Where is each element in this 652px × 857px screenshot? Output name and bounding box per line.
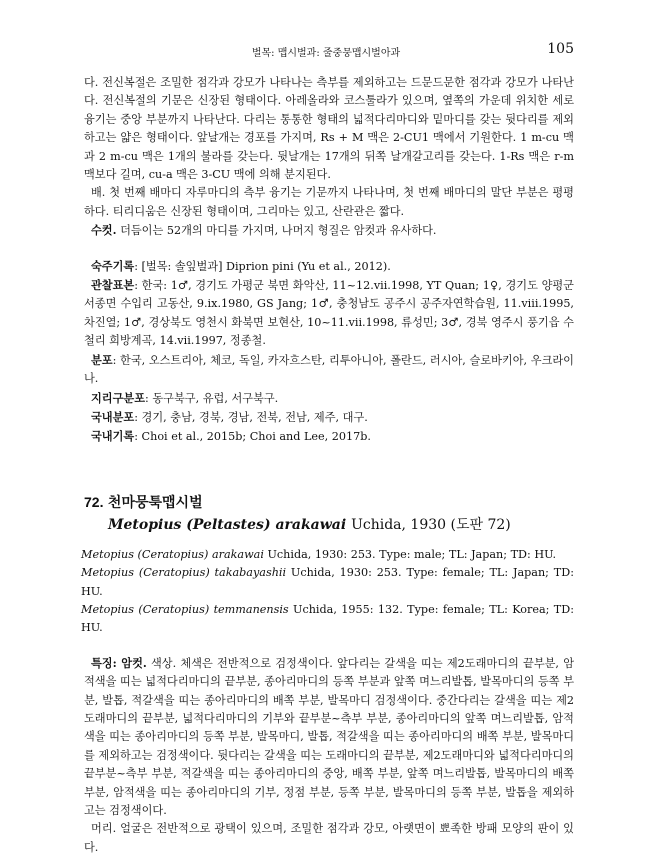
geographic-text: : 동구북구, 유럽, 서구북구. — [145, 391, 279, 405]
epithet: arakawai — [275, 516, 347, 533]
authority: Uchida, 1930 (도판 72) — [351, 516, 511, 533]
male-text: 더듬이는 52개의 마디를 가지며, 나머지 형질은 암컷과 유사하다. — [116, 224, 437, 238]
synonym-text: Uchida, 1930: 253. Type: male; TL: Japan; TD: HU. — [263, 547, 557, 561]
synonym-name: Metopius (Ceratopius) temmanensis — [81, 602, 289, 616]
synonym-entry — [81, 546, 574, 564]
features-text: 색상. 체색은 전반적으로 검정색이다. 앞다리는 갈색을 띠는 제2도래마디의 끝부분, 암적색을 띠는 넓적다리마디의 끝부분, 종아리마디의 등쪽 부분과 앞쪽 며느리발톱, 발목마디의 등쪽 부분, 발톱, 적갈색을 띠는 종아리마디의 배쪽 부분, 발목마디 검정색이다. 중간다리는 갈색을 띠는 제2도래마디의 끝부분, 넓적다리마디의 기부와 끝부분~측부 부분, 종아리마디의 앞쪽 며느리발톱, 암적색을 띠는 종아리마디의 등쪽 부분, 발목마디, 발톱, 적갈색을 띠는 종아리마디의 배쪽 부분, 발목마디를 제외하고는 검정색이다. 뒷다리는 갈색을 띠는 도래마디의 끝부분, 제2도래마디와 넓적다리마디의 끝부분~측부 부분, 적갈색을 띠는 종아리마디의 중앙, 배쪽 부분, 앞쪽 며느리발톱, 발목마디의 배쪽 부분, 암적색을 띠는 종아리마디의 기부, 정점 부분, 등쪽 부분, 발목마디의 등쪽 부분, 발톱을 제외하고는 검정색이다. — [84, 656, 574, 817]
species-korean-name: 천마뭉툭맵시벌 — [107, 494, 203, 511]
synonym-text: Uchida, 1930: 253. Type: female; TL: Japan; TD: HU. — [81, 566, 574, 598]
domestic-distribution-record — [84, 408, 574, 427]
body-paragraph: 다. 전신복절은 조밀한 점각과 강모가 나타나는 측부를 제외하고는 드문드문한 점각과 강모가 나타난다. 전신복절의 기문은 신장된 형태이다. 아레올라와 코스툴라가 있으며, 옆쪽의 가운데 위치한 세로 융기는 중앙 부분까지 나타난다. 다리는 통통한 형태의 넓적다리마디와 밑마디를 갖는 뒷다리를 제외하고는 얇은 형태이다. 앞날개는 경포를 가지며, Rs + M 맥은 2-CU1 맥에서 기원한다. 1 m-cu 맥과 2 m-cu 맥은 1개의 불라를 갖는다. 뒷날개는 17개의 뒤쪽 날개갈고리를 갖는다. 1-Rs 맥은 r-m 맥보다 길며, cu-a 맥은 3-CU 맥에 의해 분지된다. — [84, 76, 574, 182]
domestic-record-text: : Choi et al., 2015b; Choi and Lee, 2017b. — [134, 430, 371, 444]
distribution-label: 분포 — [91, 352, 113, 367]
host-record — [84, 257, 574, 276]
running-header: 벌목: 맵시벌과: 줄중뭉맵시벌아과 — [251, 48, 401, 59]
page-number: 105 — [547, 41, 574, 57]
body-paragraph: 배. 첫 번째 배마디 자루마디의 측부 융기는 기문까지 나타나며, 첫 번째 배마디의 말단 부분은 평평하다. 티리디움은 신장된 형태이며, 그리마는 있고, 산란관은 짧다. — [84, 186, 574, 218]
specimens-record — [84, 276, 574, 351]
synonym-list — [81, 546, 574, 638]
geographic-label: 지리구분포 — [91, 390, 146, 405]
genus: Metopius — [108, 516, 182, 533]
specimens-label: 관찰표본 — [91, 278, 135, 293]
domestic-distribution-label: 국내분포 — [91, 409, 135, 424]
species-heading — [84, 491, 574, 514]
synonym-text: Uchida, 1955: 132. Type: female; TL: Korea; TD: HU. — [81, 602, 575, 635]
host-text: : [벌목: 솔잎벌과] Diprion pini (Yu et al., 2012). — [134, 259, 391, 273]
synonym-entry — [81, 564, 574, 601]
domestic-record-label: 국내기록 — [91, 429, 135, 444]
distribution-text: : 한국, 오스트리아, 체코, 독일, 카자흐스탄, 리투아니아, 폴란드, 러시아, 슬로바키아, 우크라이나. — [84, 353, 574, 386]
geographic-record — [84, 389, 574, 408]
species-number: 72. — [84, 493, 104, 510]
head-paragraph: 머리. 얼굴은 전반적으로 광택이 있으며, 조밀한 점각과 강모, 아랫면이 뾰족한 방패 모양의 판이 있다. — [84, 822, 574, 854]
male-label: 수컷. — [91, 223, 117, 238]
subgenus: (Peltastes) — [186, 516, 271, 533]
specimens-text: : 한국: 1♂, 경기도 가평군 북면 화악산, 11~12.vii.1998, YT Quan; 1♀, 경기도 양평군 서종면 수입리 고동산, 9.ix.1980, GS Jang; 1♂, 충청남도 공주시 공주자연학습원, 11.viii.1995, 차진열; 1♂, 경상북도 영천시 화북면 보현산, 10~11.vii.1998, 류성민; 3♂, 경북 영주시 풍기읍 수철리 희방계곡, 14.vii.1997, 정종철. — [84, 279, 574, 348]
distribution-record — [84, 351, 574, 389]
synonym-name: Metopius (Ceratopius) arakawai — [81, 547, 264, 561]
features-paragraph — [84, 654, 574, 821]
host-label: 숙주기록 — [91, 258, 135, 273]
domestic-record — [84, 427, 574, 446]
male-description — [84, 221, 574, 240]
domestic-distribution-text: : 경기, 충남, 경북, 경남, 전북, 전남, 제주, 대구. — [134, 410, 368, 424]
synonym-name: Metopius (Ceratopius) takabayashii — [81, 566, 287, 580]
features-label: 특징: 암컷. — [91, 655, 147, 670]
species-scientific-name — [84, 514, 574, 536]
page-body — [81, 74, 575, 857]
synonym-entry — [81, 601, 574, 638]
